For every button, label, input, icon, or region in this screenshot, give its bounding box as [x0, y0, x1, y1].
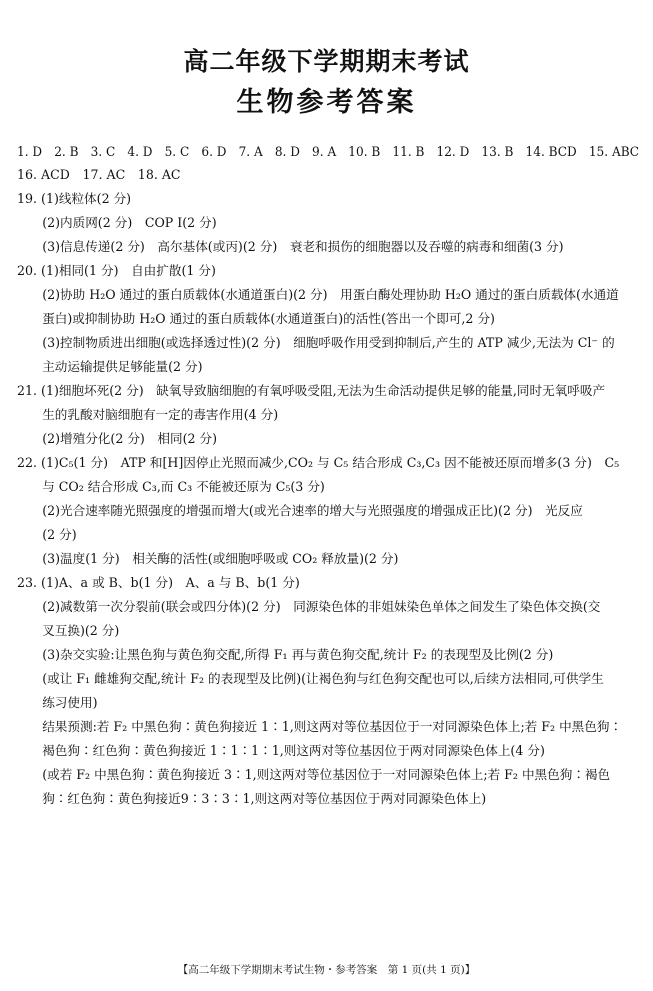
answer-line: 狗∶红色狗∶黄色狗接近9∶3∶3∶1,则这两对等位基因位于两对同源染色体上) — [17, 791, 487, 806]
answer-line: (2)减数第一次分裂前(联会或四分体)(2 分) 同源染色体的非姐妹染色单体之间发生了染色体交换(交 — [17, 599, 601, 614]
answer-line: (2)增殖分化(2 分) 相同(2 分) — [17, 431, 218, 446]
answer-line: (3)温度(1 分) 相关酶的活性(或细胞呼吸或 CO₂ 释放量)(2 分) — [17, 551, 399, 566]
answer-line: (2)内质网(2 分) COP Ⅰ(2 分) — [17, 215, 217, 230]
answer-line: 22. (1)C₅(1 分) ATP 和[H]因停止光照而减少,CO₂ 与 C₅ 结合形成 C₃,C₃ 因不能被还原而增多(3 分) C₅ — [17, 455, 620, 470]
answer-line: (或让 F₁ 雌雄狗交配,统计 F₂ 的表现型及比例)(让褐色狗与红色狗交配也可以,后续方法相同,可供学生 — [17, 671, 604, 686]
answer-line: 主动运输提供足够能量(2 分) — [17, 359, 203, 374]
answer-line: 与 CO₂ 结合形成 C₃,而 C₃ 不能被还原为 C₅(3 分) — [17, 479, 325, 494]
answer-line: 23. (1)A、a 或 B、b(1 分) A、a 与 B、b(1 分) — [17, 575, 300, 590]
answer-line: 1. D 2. B 3. C 4. D 5. C 6. D 7. A 8. D 9. A 10. B 11. B 12. D 13. B 14. BCD 15. ABC — [17, 144, 640, 159]
answer-line: (3)杂交实验:让黑色狗与黄色狗交配,所得 F₁ 再与黄色狗交配,统计 F₂ 的表现型及比例(2 分) — [17, 647, 554, 662]
answer-line: 16. ACD 17. AC 18. AC — [17, 167, 181, 182]
answer-line: 蛋白)或抑制协助 H₂O 通过的蛋白质载体(水通道蛋白)的活性(答出一个即可,2 分) — [17, 311, 495, 326]
document-subtitle: 生物参考答案 — [236, 87, 417, 118]
answer-line: (2)协助 H₂O 通过的蛋白质载体(水通道蛋白)(2 分) 用蛋白酶处理协助 H₂O 通过的蛋白质载体(水通道 — [17, 287, 619, 302]
page-footer: 【高二年级下学期期末考试生物・参考答案 第 1 页(共 1 页)】 — [177, 964, 476, 976]
answer-line: (3)信息传递(2 分) 高尔基体(或丙)(2 分) 衰老和损伤的细胞器以及吞噬的病毒和细菌(3 分) — [17, 239, 564, 254]
document-title: 高二年级下学期期末考试 — [183, 47, 470, 76]
answer-line: 褐色狗∶红色狗∶黄色狗接近 1∶1∶1∶1,则这两对等位基因位于两对同源染色体上(4 分) — [17, 743, 545, 758]
answer-line: 练习使用) — [17, 695, 98, 710]
answer-line: (3)控制物质进出细胞(或选择透过性)(2 分) 细胞呼吸作用受到抑制后,产生的 ATP 减少,无法为 Cl⁻ 的 — [17, 335, 615, 350]
answer-line: 19. (1)线粒体(2 分) — [17, 191, 132, 206]
answer-line: (2)光合速率随光照强度的增强而增大(或光合速率的增大与光照强度的增强成正比)(2 分) 光反应 — [17, 503, 583, 518]
answer-line: 21. (1)细胞坏死(2 分) 缺氧导致脑细胞的有氧呼吸受阻,无法为生命活动提供足够的能量,同时无氧呼吸产 — [17, 383, 606, 398]
answer-line: 叉互换)(2 分) — [17, 623, 120, 638]
answer-line: (2 分) — [17, 527, 77, 542]
answer-line: 结果预测:若 F₂ 中黑色狗∶黄色狗接近 1∶1,则这两对等位基因位于一对同源染色体上;若 F₂ 中黑色狗∶ — [17, 719, 623, 734]
answer-line: 20. (1)相同(1 分) 自由扩散(1 分) — [17, 263, 216, 278]
answer-line: (或若 F₂ 中黑色狗∶黄色狗接近 3∶1,则这两对等位基因位于一对同源染色体上;若 F₂ 中黑色狗∶褐色 — [17, 767, 611, 782]
answer-line: 生的乳酸对脑细胞有一定的毒害作用(4 分) — [17, 407, 279, 422]
